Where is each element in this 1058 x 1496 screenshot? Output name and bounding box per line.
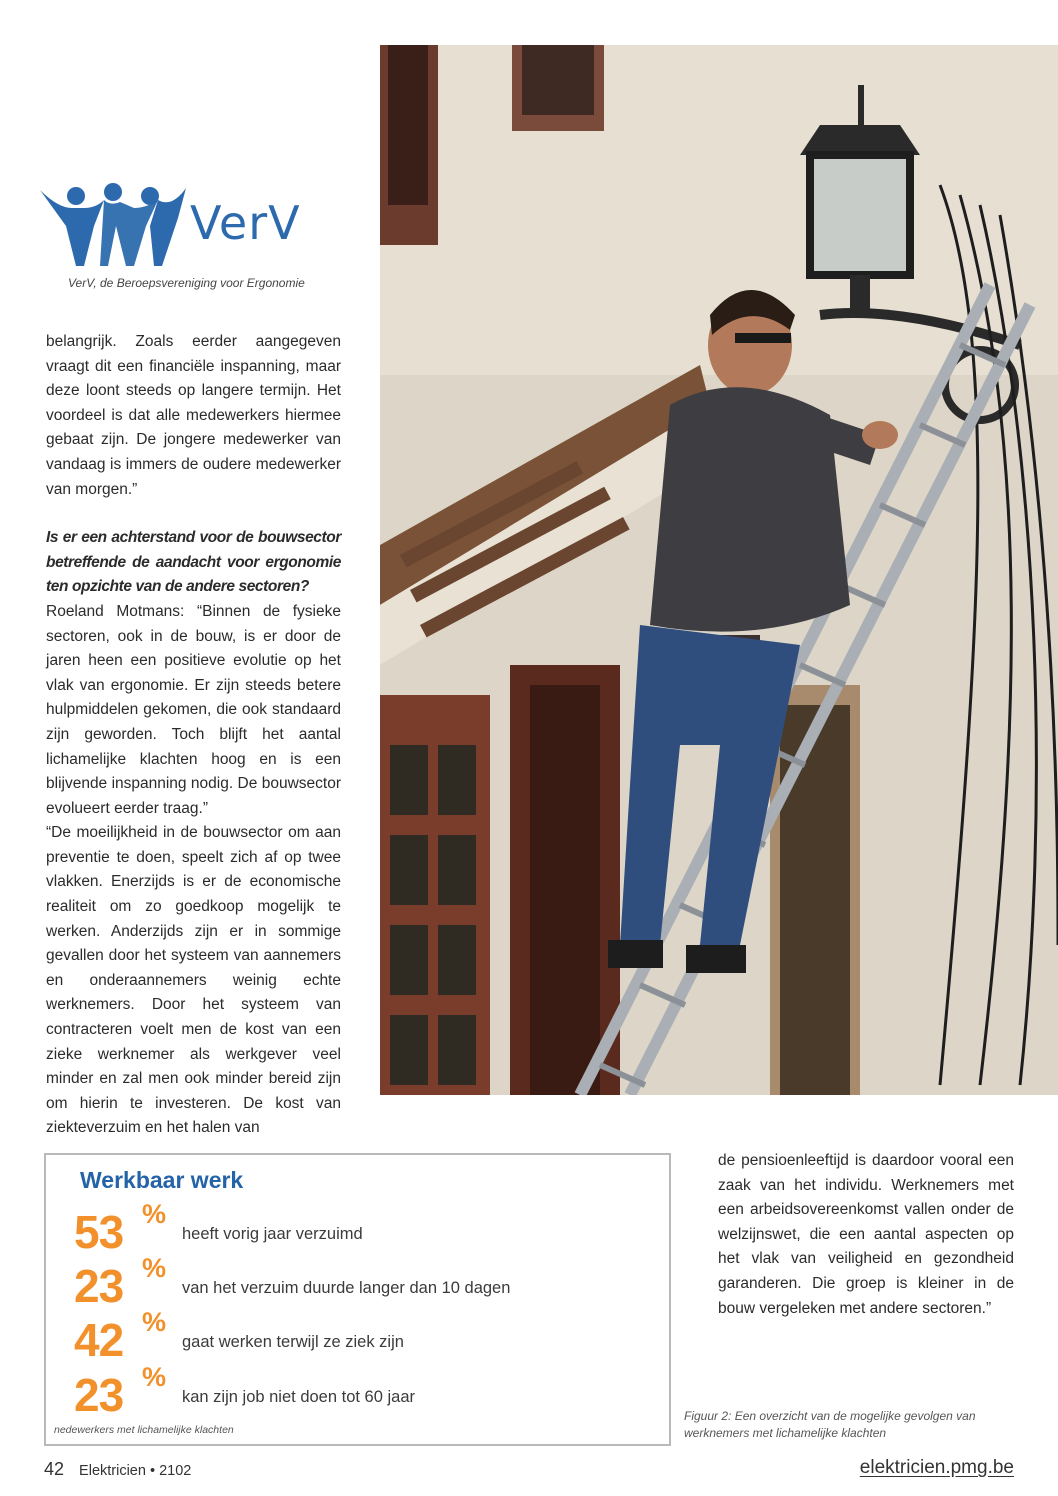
paragraph-gap	[46, 502, 341, 526]
right-text-column	[718, 1149, 1014, 1321]
interview-question: Is er een achterstand voor de bouwsector betreffende de aandacht voor ergonomie ten opzichte van de andere sectoren?	[46, 529, 341, 596]
website-link[interactable]: elektricien.pmg.be	[859, 1457, 1014, 1478]
stat-value: 53	[74, 1206, 124, 1258]
stats-footnote: nedewerkers met lichamelijke klachten	[54, 1424, 234, 1436]
stat-value: 23	[74, 1369, 124, 1421]
stat-label: kan zijn job niet doen tot 60 jaar	[182, 1388, 415, 1406]
verv-logo	[38, 178, 328, 273]
article-photo	[380, 45, 1058, 1095]
stat-percent: %	[142, 1199, 167, 1229]
figure-caption: Figuur 2: Een overzicht van de mogelijke gevolgen van werknemers met lichamelijke klachten	[684, 1409, 976, 1440]
page-number: 42	[44, 1459, 65, 1479]
stat-value: 42	[74, 1314, 124, 1366]
paragraph: belangrijk. Zoals eerder aangegeven vraagt dit een financiële inspanning, maar deze loont steeds op langere termijn. Het voordeel is dat alle medewerkers hiermee gebaat zijn. De jongere medewerker van vandaag is immers de oudere medewerker van morgen.”	[46, 333, 341, 498]
paragraph: “De moeilijkheid in de bouwsector om aan preventie te doen, speelt zich af op twee vlakken. Enerzijds is er de economische realiteit om zo goedkoop mogelijk te werken. Anderzijds zijn er in sommige gevallen door het systeem van aannemers en onderaannemers weinig echte werknemers. Door het systeem van contracteren voelt men de kost van een zieke werknemer als werkgever veel minder en zal men ook minder bereid zijn om hierin te investeren. De kost van ziekteverzuim en het halen van	[46, 824, 341, 1137]
stat-percent: %	[142, 1253, 167, 1283]
logo-wordmark: VerV	[190, 196, 301, 250]
stat-label: heeft vorig jaar verzuimd	[182, 1225, 363, 1243]
magazine-issue: Elektricien • 2102	[79, 1463, 192, 1479]
stat-label: van het verzuim duurde langer dan 10 dagen	[182, 1279, 511, 1297]
stat-label: gaat werken terwijl ze ziek zijn	[182, 1333, 404, 1351]
paragraph: Roeland Motmans: “Binnen de fysieke sectoren, ook in de bouw, is er door de jaren heen een positieve evolutie op het vlak van ergonomie. Er zijn steeds betere hulpmiddelen gekomen, die ook standaard zijn geworden. Toch blijft het aantal lichamelijke klachten hoog en is een blijvende inspanning nodig. De bouwsector evolueert eerder traag.”	[46, 602, 341, 817]
stats-box	[44, 1153, 671, 1446]
stat-percent: %	[142, 1362, 167, 1392]
stat-value: 23	[74, 1260, 124, 1312]
page-footer-left	[44, 1459, 191, 1480]
logo-caption: VerV, de Beroepsvereniging voor Ergonomie	[68, 276, 305, 290]
stats-title: Werkbaar werk	[80, 1167, 244, 1193]
left-text-column	[46, 330, 341, 1141]
stat-percent: %	[142, 1307, 167, 1337]
paragraph: de pensioenleeftijd is daardoor vooral een zaak van het individu. Werknemers met een arbeidsovereenkomst vallen onder de welzijnswet, die een aantal aspecten op het vlak van veiligheid en gezondheid garanderen. Die groep is kleiner in de bouw vergeleken met andere sectoren.”	[718, 1152, 1014, 1317]
verv-figures-icon	[38, 178, 188, 273]
